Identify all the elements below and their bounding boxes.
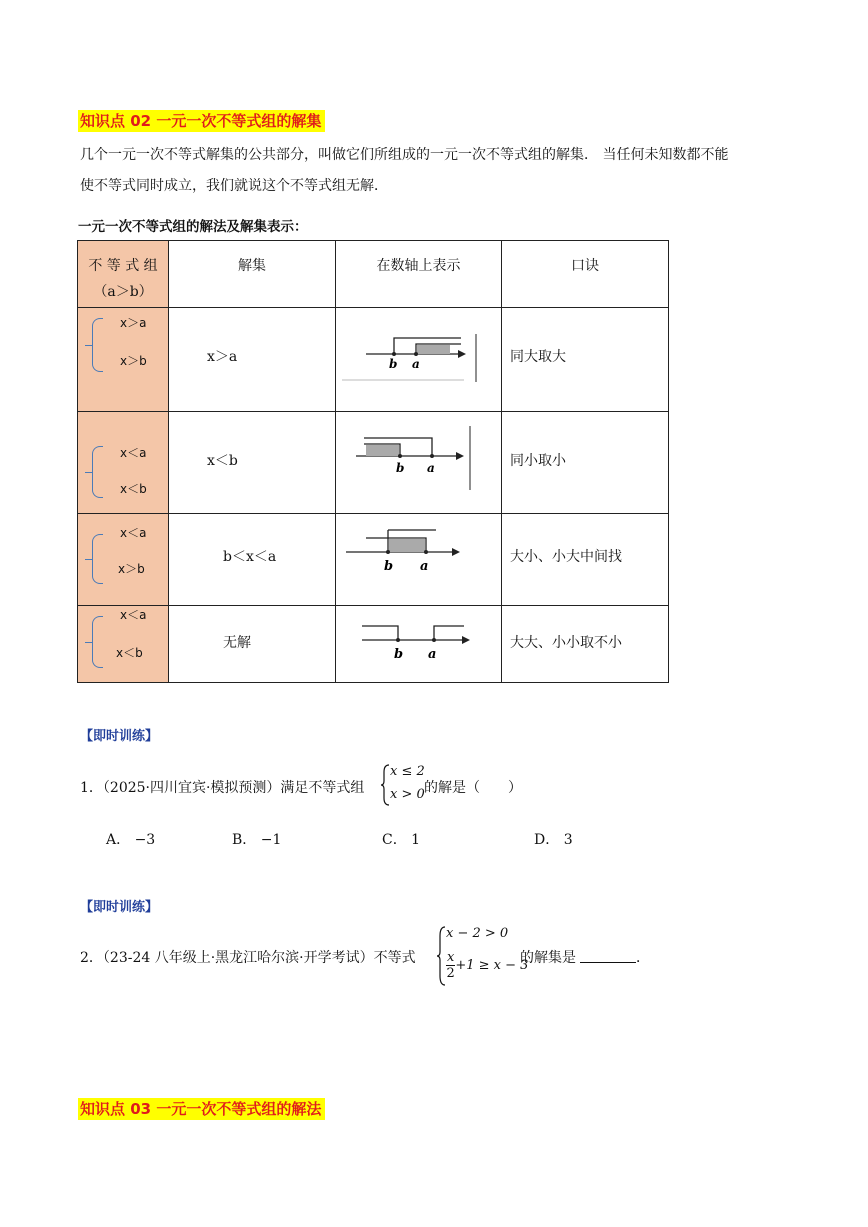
rhyme-cell bbox=[502, 412, 669, 514]
table-row bbox=[78, 514, 669, 606]
section-title-02: 知识点 02 一元一次不等式组的解集 bbox=[78, 110, 325, 132]
solution-cell bbox=[169, 412, 336, 514]
axis-cell bbox=[336, 412, 502, 514]
option-b: B． −1 bbox=[232, 832, 282, 848]
number-line-diagram bbox=[336, 514, 501, 606]
question-2-suffix: 的解集是 bbox=[520, 950, 576, 966]
system-ineq-1: x＜a bbox=[120, 526, 147, 540]
table-subheading: 一元一次不等式组的解法及解集表示： bbox=[78, 219, 308, 235]
axis-label-a: a bbox=[428, 647, 437, 662]
axis-label-b: b bbox=[389, 357, 398, 371]
rhyme-cell bbox=[502, 606, 669, 683]
solution-text: 无解 bbox=[223, 635, 251, 651]
header-system-line2: （a＞b） bbox=[93, 284, 153, 300]
rhyme-text: 大小、小大中间找 bbox=[510, 549, 622, 565]
axis-label-b: b bbox=[394, 647, 404, 662]
number-line-diagram bbox=[336, 308, 501, 412]
system-cell bbox=[78, 412, 169, 514]
answer-blank[interactable] bbox=[580, 962, 636, 963]
table-row bbox=[78, 308, 669, 412]
axis-cell bbox=[336, 514, 502, 606]
fraction-numerator: x bbox=[447, 950, 455, 965]
header-system bbox=[78, 241, 169, 308]
brace-icon bbox=[436, 926, 446, 986]
question-1-ineq-2: x > 0 bbox=[390, 787, 425, 802]
question-2-ineq-1: x − 2 > 0 bbox=[446, 926, 509, 941]
brace-icon bbox=[92, 318, 103, 372]
system-cell bbox=[78, 308, 169, 412]
question-2-ineq-2-rest: +1 ≥ x − 3 bbox=[455, 958, 529, 973]
table-header-row bbox=[78, 241, 669, 308]
axis-label-b: b bbox=[384, 559, 394, 574]
system-ineq-2: x＞b bbox=[120, 354, 147, 368]
option-c: C． 1 bbox=[382, 832, 421, 848]
definition-line-2: 使不等式同时成立，我们就说这个不等式组无解． bbox=[80, 178, 388, 194]
brace-icon bbox=[380, 764, 390, 806]
number-line-diagram bbox=[336, 606, 501, 683]
system-ineq-1: x＜a bbox=[120, 608, 147, 622]
fraction bbox=[446, 950, 455, 981]
axis-label-a: a bbox=[412, 357, 420, 371]
rhyme-cell bbox=[502, 514, 669, 606]
table-row bbox=[78, 412, 669, 514]
system-ineq-1: x＜a bbox=[120, 446, 147, 460]
rhyme-cell bbox=[502, 308, 669, 412]
practice-tag-2: 【即时训练】 bbox=[80, 900, 159, 915]
question-2-ineq-2 bbox=[446, 950, 528, 981]
system-cell bbox=[78, 606, 169, 683]
practice-tag-1: 【即时训练】 bbox=[80, 729, 159, 744]
system-ineq-2: x＜b bbox=[116, 646, 143, 660]
number-line-diagram bbox=[336, 412, 501, 514]
option-a: A． −3 bbox=[106, 832, 156, 848]
solution-cell bbox=[169, 606, 336, 683]
table-row bbox=[78, 606, 669, 683]
header-axis: 在数轴上表示 bbox=[336, 241, 502, 308]
definition-paragraph bbox=[80, 140, 800, 202]
brace-icon bbox=[92, 534, 103, 584]
header-rhyme: 口诀 bbox=[502, 241, 669, 308]
section-title-03: 知识点 03 一元一次不等式组的解法 bbox=[78, 1098, 325, 1120]
axis-cell bbox=[336, 308, 502, 412]
solution-text: x＞a bbox=[207, 349, 238, 365]
header-system-line1: 不 等 式 组 bbox=[88, 258, 158, 274]
axis-label-a: a bbox=[427, 461, 435, 475]
rhyme-text: 大大、小小取不小 bbox=[510, 635, 622, 651]
axis-cell bbox=[336, 606, 502, 683]
rhyme-text: 同小取小 bbox=[510, 453, 566, 469]
question-2-end: ． bbox=[636, 950, 650, 966]
question-1-ineq-1: x ≤ 2 bbox=[390, 764, 425, 779]
header-solution: 解集 bbox=[169, 241, 336, 308]
brace-icon bbox=[92, 446, 103, 498]
system-ineq-2: x＞b bbox=[118, 562, 145, 576]
inequality-solution-table bbox=[77, 240, 669, 683]
axis-label-a: a bbox=[420, 559, 429, 574]
solution-text: b＜x＜a bbox=[223, 549, 277, 565]
system-cell bbox=[78, 514, 169, 606]
question-1-prefix: 1．（2025·四川宜宾·模拟预测）满足不等式组 bbox=[80, 780, 365, 796]
axis-label-b: b bbox=[396, 461, 405, 475]
fraction-denominator: 2 bbox=[446, 966, 455, 981]
system-ineq-1: x＞a bbox=[120, 316, 147, 330]
question-2-prefix: 2．（23-24 八年级上·黑龙江哈尔滨·开学考试）不等式 bbox=[80, 950, 416, 966]
option-d: D． 3 bbox=[534, 832, 573, 848]
system-ineq-2: x＜b bbox=[120, 482, 147, 496]
solution-cell bbox=[169, 514, 336, 606]
solution-text: x＜b bbox=[207, 453, 238, 469]
brace-icon bbox=[92, 616, 103, 668]
definition-line-1: 几个一元一次不等式解集的公共部分，叫做它们所组成的一元一次不等式组的解集． 当任何未知数都不能 bbox=[80, 147, 729, 163]
question-1-suffix: 的解是（ ） bbox=[424, 780, 522, 796]
rhyme-text: 同大取大 bbox=[510, 349, 566, 365]
solution-cell bbox=[169, 308, 336, 412]
